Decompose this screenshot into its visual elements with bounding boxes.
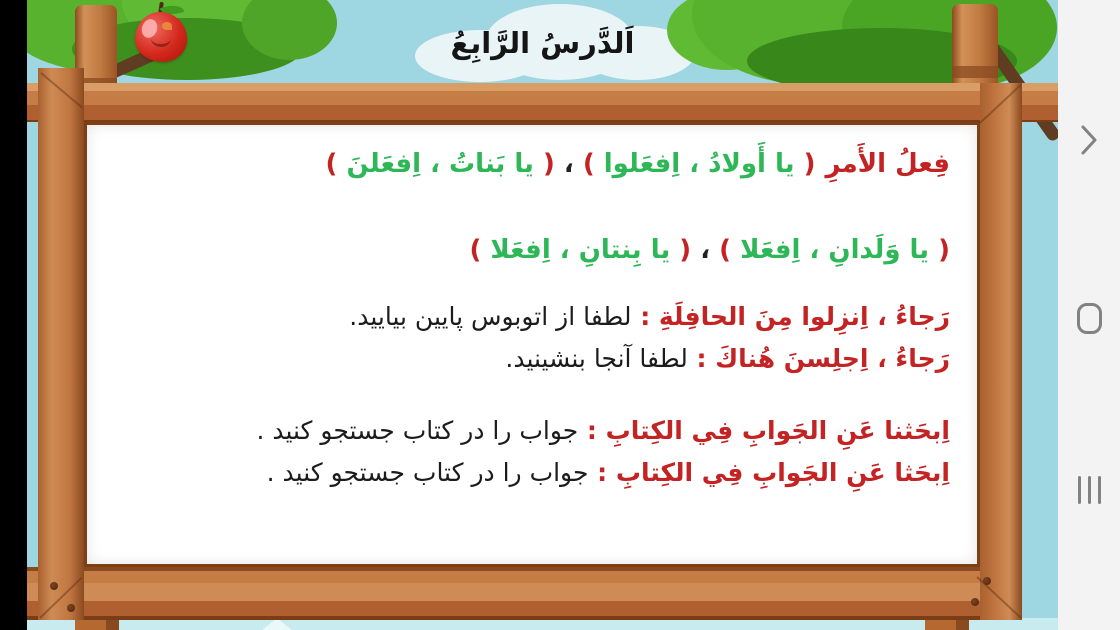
example-group-2	[177, 410, 950, 494]
wood-frame-right	[980, 83, 1022, 620]
wood-rail-top	[27, 83, 1058, 122]
back-button[interactable]	[1058, 120, 1120, 164]
nail	[971, 598, 979, 606]
example-line: اِبحَثا عَنِ الجَوابِ فِي الكِتابِ : جواب را در كتاب جستجو كنيد .	[266, 458, 950, 487]
example-line: رَجاءُ ، اِنزِلوا مِنَ الحافِلَةِ : لطفا از اتوبوس پایین بیایید.	[349, 302, 950, 331]
video-player[interactable]	[27, 0, 1058, 630]
back-chevron-icon	[1078, 123, 1100, 161]
home-icon	[1077, 303, 1102, 334]
nail	[50, 582, 58, 590]
wood-frame-left	[38, 68, 84, 620]
nail	[983, 577, 991, 585]
recent-apps-icon	[1078, 476, 1101, 504]
wood-rail-bottom	[27, 567, 1022, 620]
lesson-title: اَلدَّرسُ الرَّابِعُ	[450, 26, 635, 60]
imperative-rule-line: ( يا وَلَدانِ ، اِفعَلا ) ، ( يا بِنتانِ ، اِفعَلا )	[469, 235, 950, 265]
recents-button[interactable]	[1058, 468, 1120, 512]
nail	[67, 604, 75, 612]
home-button[interactable]	[1058, 296, 1120, 340]
letterbox-left	[0, 0, 27, 630]
fence-post	[952, 4, 998, 88]
apple-icon	[135, 8, 187, 62]
example-group-1	[177, 296, 950, 380]
example-line: اِبحَثنا عَنِ الجَوابِ فِي الكِتابِ : جواب را در كتاب جستجو كنيد .	[256, 416, 950, 445]
imperative-rule-line: فِعلُ الأَمرِ( يا أَولادُ ، اِفعَلوا ) ، ( يا بَناتُ ، اِفعَلنَ )	[325, 149, 950, 179]
android-navbar	[1058, 0, 1120, 630]
example-line: رَجاءُ ، اِجلِسنَ هُناكَ : لطفا آنجا بنشینید.	[505, 344, 950, 373]
lesson-text	[177, 142, 950, 494]
